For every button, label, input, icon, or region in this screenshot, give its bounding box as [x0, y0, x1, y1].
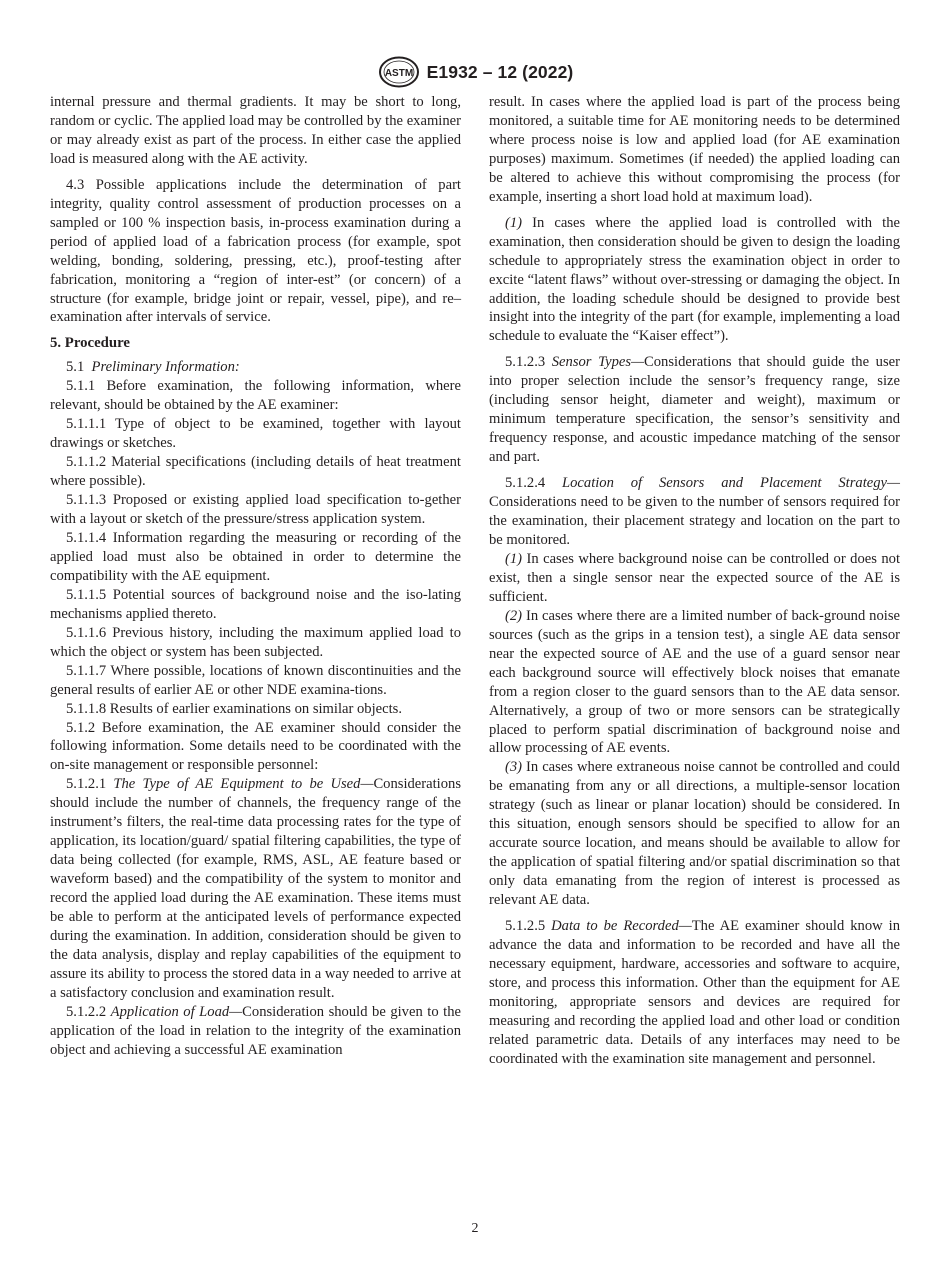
- clause-title: Application of Load—: [110, 1003, 243, 1020]
- clause-number: 5.1.2.1: [66, 776, 107, 793]
- clause-number: 5.1.2.2: [66, 1003, 107, 1020]
- paragraph-5-1: [50, 358, 461, 377]
- item-body: In cases where background noise can be controlled or does not exist, then a single sensor near the expected source of the AE is sufficient.: [489, 550, 900, 605]
- clause-body: Considerations should include the number of channels, the frequency range of the instrument’s filters, the real-time data processing rates for the type of application, its location/guard/ spatial filtering capabilities, the type of data being collected (for example, RMS, ASL, AE feature based or waveform based) and the compatibility of the system to monitor and record the applied load during the AE examination. These items must be able to perform at the anticipated levels of performance expected during the examination. In addition, consideration should be given to the data analysis, display and replay capabilities of the equipment to assure its ability to process the stored data in a way needed to arrive at a satisfactory conclusion and examination result.: [50, 776, 461, 1001]
- left-column: [50, 93, 461, 1060]
- clause-title: Data to be Recorded—: [551, 918, 692, 935]
- paragraph-sensor-item-1: [489, 550, 900, 607]
- clause-number: 5.1.2.5: [505, 918, 546, 935]
- page-header: [0, 56, 950, 88]
- paragraph-sensor-item-2: [489, 607, 900, 759]
- item-body: In cases where the applied load is controlled with the examination, then consideration should be given to design the loading schedule to appropriately stress the examination object in order to excite “latent flaws” without over-stressing or damaging the object. In addition, the loading schedule should be designed to provide best insight into the integrity of the part (for example, implementing a load schedule to evaluate the “Kaiser effect”).: [489, 214, 900, 345]
- paragraph-sensor-item-3: [489, 758, 900, 910]
- paragraph-5-1-2-2-continued: result. In cases where the applied load is part of the process being monitored, a suitable time for AE monitoring needs to be determined where process noise is low and applied load (for AE examination purposes) maximum. Sometimes (if needed) the applied loading can be altered to achieve this without compromising the process (for example, inserting a short load hold at maximum load).: [489, 94, 900, 205]
- page-number: 2: [471, 1221, 479, 1236]
- clause-title: Sensor Types—: [551, 354, 645, 371]
- item-body: In cases where there are a limited number of back-ground noise sources (such as the grips in a tension test), a single AE data sensor near the expected source of AE and the use of a guard sensor near each background source will effectively block noises that emanate from a region closer to the guard sensors than to the AE data sensor. Alternatively, a group of two or more sensors can be strategically placed to perform spatial discrimination of background noise and allow processing of AE events.: [489, 607, 900, 757]
- item-number: (1): [505, 214, 523, 231]
- paragraph-5-1-1-2: 5.1.1.2 Material specifications (including details of heat treatment where possible).: [50, 454, 461, 490]
- paragraph-5-1-1: 5.1.1 Before examination, the following information, where relevant, should be obtained by the AE examiner:: [50, 378, 461, 414]
- clause-title: Preliminary Information:: [91, 359, 240, 376]
- paragraph-5-1-2-5: [489, 917, 900, 1069]
- svg-text:ASTM: ASTM: [384, 68, 413, 79]
- astm-logo-icon: [377, 56, 421, 88]
- clause-number: 5.1: [66, 359, 85, 376]
- item-number: (1): [505, 550, 523, 567]
- clause-title: The Type of AE Equipment to be Used—: [113, 776, 374, 793]
- clause-body: Considerations need to be given to the number of sensors required for the examination, their placement strategy and location on the part to be monitored.: [489, 494, 900, 548]
- paragraph-5-1-1-8: 5.1.1.8 Results of earlier examinations on similar objects.: [66, 700, 402, 717]
- paragraph-4-3: 4.3 Possible applications include the determination of part integrity, quality control assessment of production processes on a sampled or 100 % inspection basis, in-process examination during a period of applied load of a fabrication process (for example, spot welding, bonding, soldering, pressing, etc.), proof-testing after fabrication, monitoring a “region of inter-est” (or concern) of a structure (for example, bridge joint or repair, vessel, pipe), and re–examination after intervals of service.: [50, 176, 461, 326]
- paragraph-5-1-1-5: 5.1.1.5 Potential sources of background noise and the iso-lating mechanisms applied thereto.: [50, 586, 461, 622]
- clause-title: Location of Sensors and Placement Strategy—: [562, 475, 900, 492]
- paragraph-5-1-2-4: [489, 474, 900, 550]
- standard-designation: E1932 – 12 (2022): [426, 61, 574, 82]
- item-number: (2): [505, 607, 523, 624]
- right-column: [489, 93, 900, 1076]
- paragraph-5-1-2: 5.1.2 Before examination, the AE examiner should consider the following information. Some details need to be coordinated with the on-site management or responsible personnel:: [50, 719, 461, 774]
- paragraph-4-2-continued: internal pressure and thermal gradients. It may be short to long, random or cyclic. The applied load may be controlled by the examiner or may already exist as part of the process. In either case the applied load is measured along with the AE activity.: [50, 94, 461, 167]
- paragraph-5-1-1-3: 5.1.1.3 Proposed or existing applied load specification to-gether with a layout or sketch of the pressure/stress application system.: [50, 492, 461, 528]
- clause-body: Consideration should be given to the application of the load in relation to the integrity of the examination object and achieving a successful AE examination: [50, 1003, 461, 1058]
- clause-number: 5.1.2.3: [505, 354, 546, 371]
- section-heading-procedure: 5. Procedure: [50, 335, 130, 352]
- item-number: (3): [505, 759, 523, 776]
- item-body: In cases where extraneous noise cannot be controlled and could be emanating from any or all directions, a multiple-sensor location strategy (such as linear or planar location) should be considered. In this situation, enough sensors should be specified to allow for an accurate source location, and means should be available to allow for the application of spatial filtering and/or spatial discrimination so that only data emanating from the region of interest is processed as relevant AE data.: [489, 759, 900, 909]
- paragraph-5-1-1-6: 5.1.1.6 Previous history, including the maximum applied load to which the object or system has been subjected.: [50, 624, 461, 660]
- paragraph-5-1-2-2: [50, 1003, 461, 1060]
- clause-body: Considerations that should guide the user into proper selection include the sensor’s frequency range, size (including sensor height, diameter and weight), maximum or minimum temperature specification, the sensor’s sensitivity and frequency response, and acoustic impedance matching of the sensor and part.: [489, 354, 900, 466]
- clause-number: 5.1.2.4: [505, 475, 546, 492]
- paragraph-5-1-2-1: [50, 775, 461, 1002]
- paragraph-5-1-1-4: 5.1.1.4 Information regarding the measuring or recording of the applied load must also be obtained in order to determine the compatibility with the AE equipment.: [50, 529, 461, 584]
- paragraph-5-1-1-7: 5.1.1.7 Where possible, locations of known discontinuities and the general results of earlier AE or other NDE examina-tions.: [50, 662, 461, 698]
- paragraph-5-1-1-1: 5.1.1.1 Type of object to be examined, together with layout drawings or sketches.: [50, 416, 461, 452]
- clause-body: The AE examiner should know in advance the data and information to be recorded and have all the necessary equipment, hardware, accessories and software to acquire, store, and process this information. Other than the equipment for AE monitoring, appropriate sensors and devices are required for measuring and recording the applied load and other load or condition related parametric data. Details of any interfaces may need to be coordinated with the examination site management and personnel.: [489, 918, 900, 1067]
- paragraph-load-item-1: [489, 214, 900, 347]
- paragraph-5-1-2-3: [489, 353, 900, 467]
